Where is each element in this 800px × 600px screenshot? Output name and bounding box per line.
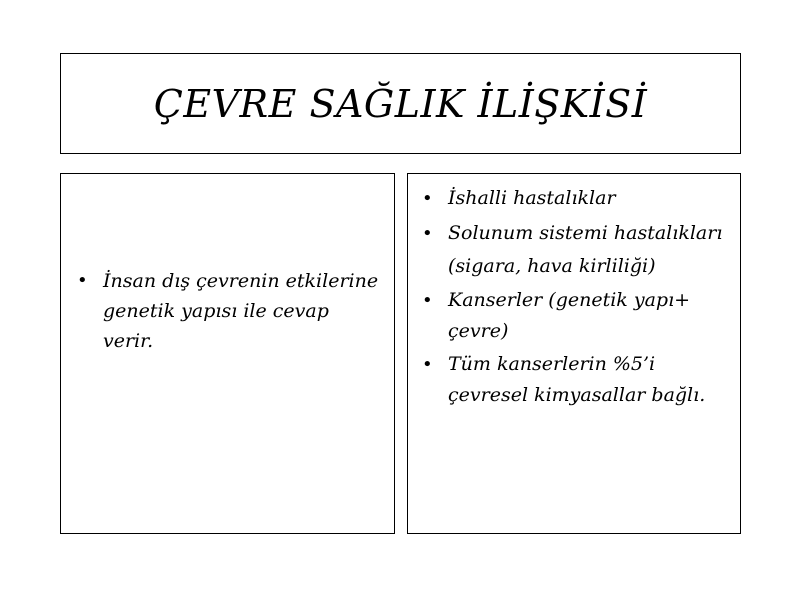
bullet-text: İshalli hastalıklar [448,187,616,209]
right-bullet-list [420,182,734,413]
left-bullet-list [75,266,384,356]
bullet-item [75,266,384,356]
left-content-box [60,173,395,534]
bullet-icon: • [422,188,433,209]
bullet-icon: • [422,354,433,375]
bullet-text: Solunum sistemi hastalıkları (sigara, hava kirliliği) [448,222,723,277]
bullet-text: Tüm kanserlerin %5’i çevresel kimyasallar bağlı. [448,353,706,406]
page-title: ÇEVRE SAĞLIK İLİŞKİSİ [153,81,648,126]
bullet-item [420,182,734,215]
bullet-item [420,217,734,283]
bullet-item [420,349,734,411]
bullet-icon: • [422,223,433,244]
bullet-icon: • [422,290,433,311]
bullet-icon: • [77,270,88,291]
right-content-box [407,173,741,534]
bullet-text: İnsan dış çevrenin etkilerine genetik yapısı ile cevap verir. [103,270,379,352]
bullet-text: Kanserler (genetik yapı+ çevre) [448,289,691,342]
bullet-item [420,285,734,347]
title-box [60,53,741,154]
